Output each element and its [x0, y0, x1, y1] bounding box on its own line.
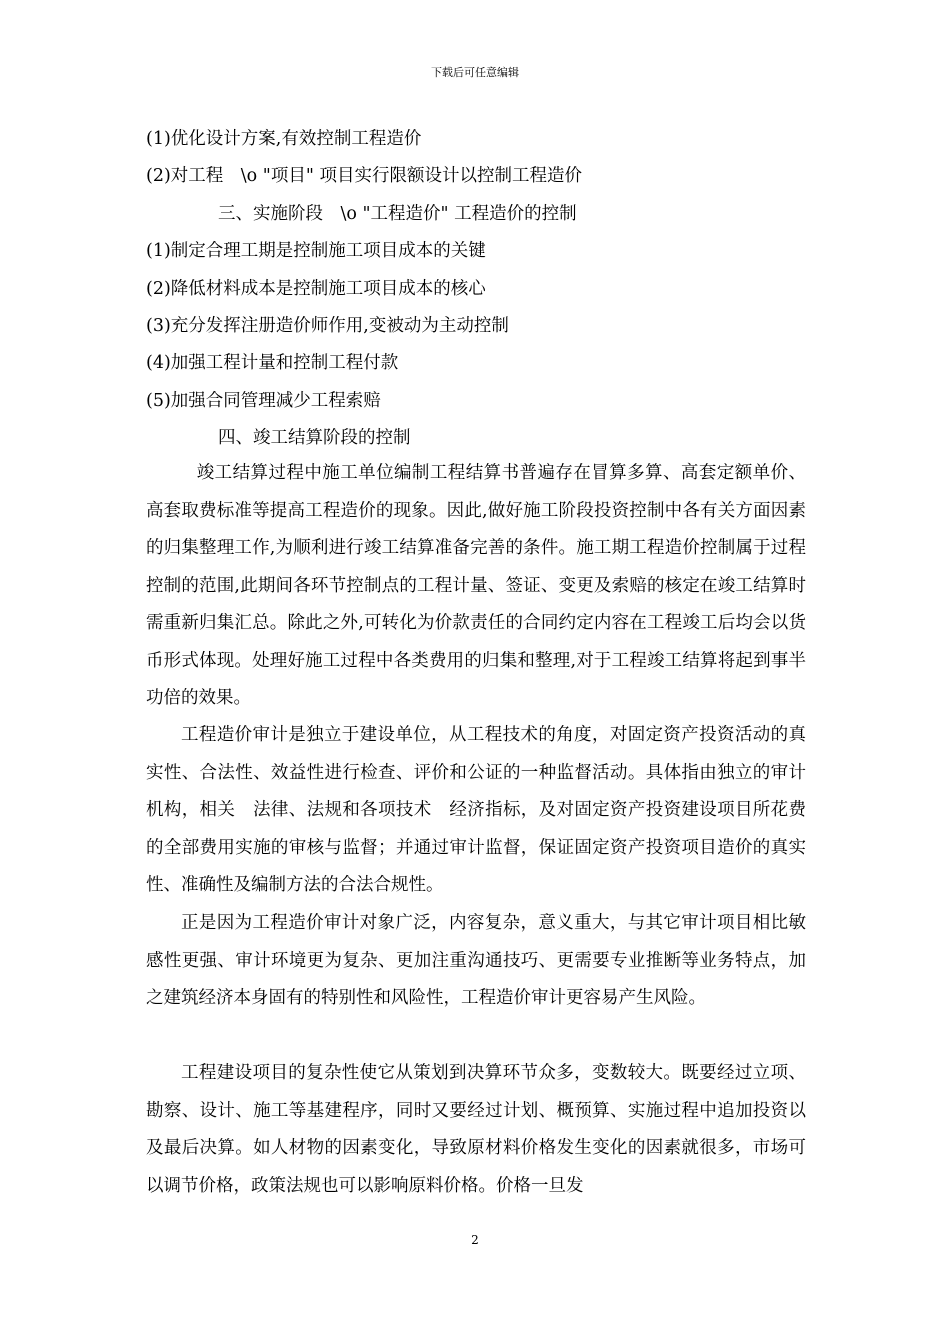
paragraph-text: 竣工结算过程中施工单位编制工程结算书普遍存在冒算多算、高套定额单价、高套取费标准等提高工程造价的现象。因此,做好施工阶段投资控制中各有关方面因素的归集整理工作,为顺利进行竣工结算准备完善的条件。施工期工程造价控制属于过程控制的范围,此期间各环节控制点的工程计量、签证、变更及索赔的核定在竣工结算时需重新归集汇总。除此之外,可转化为价款责任的合同约定内容在工程竣工后均会以货币形式体现。处理好施工过程中各类费用的归集和整理,对于工程竣工结算将起到事半功倍的效果。 [146, 463, 806, 708]
body-paragraph [146, 455, 806, 718]
page-number: 2 [471, 1233, 479, 1247]
page-header: 下载后可任意编辑 [431, 66, 519, 79]
section-heading: 四、竣工结算阶段的控制 [218, 428, 411, 448]
body-paragraph [146, 1055, 806, 1205]
list-item: (2)降低材料成本是控制施工项目成本的核心 [146, 279, 486, 299]
body-paragraph [146, 717, 806, 905]
list-item: (3)充分发挥注册造价师作用,变被动为主动控制 [146, 316, 509, 336]
paragraph-text: 正是因为工程造价审计对象广泛，内容复杂，意义重大，与其它审计项目相比敏感性更强、审计环境更为复杂、更加注重沟通技巧、更需要专业推断等业务特点，加之建筑经济本身固有的特别性和风险性，工程造价审计更容易产生风险。 [146, 913, 806, 1008]
list-item: (1)优化设计方案,有效控制工程造价 [146, 129, 422, 149]
list-item: (1)制定合理工期是控制施工项目成本的关键 [146, 241, 486, 261]
section-heading: 三、实施阶段 \o "工程造价" 工程造价的控制 [218, 204, 577, 224]
list-item: (4)加强工程计量和控制工程付款 [146, 353, 399, 373]
body-paragraph [146, 905, 806, 1018]
list-item: (2)对工程 \o "项目" 项目实行限额设计以控制工程造价 [146, 166, 582, 186]
paragraph-text: 工程建设项目的复杂性使它从策划到决算环节众多，变数较大。既要经过立项、勘察、设计、施工等基建程序，同时又要经过计划、概预算、实施过程中追加投资以及最后决算。如人材物的因素变化，导致原材料价格发生变化的因素就很多，市场可以调节价格，政策法规也可以影响原料价格。价格一旦发 [146, 1063, 806, 1196]
paragraph-text: 工程造价审计是独立于建设单位，从工程技术的角度，对固定资产投资活动的真实性、合法性、效益性进行检查、评价和公证的一种监督活动。具体指由独立的审计机构，相关 法律、法规和各项技术 经济指标，及对固定资产投资建设项目所花费的全部费用实施的审核与监督；并通过审计监督，保证固定资产投资项目造价的真实性、准确性及编制方法的合法合规性。 [146, 725, 806, 895]
list-item: (5)加强合同管理减少工程索赔 [146, 391, 381, 411]
